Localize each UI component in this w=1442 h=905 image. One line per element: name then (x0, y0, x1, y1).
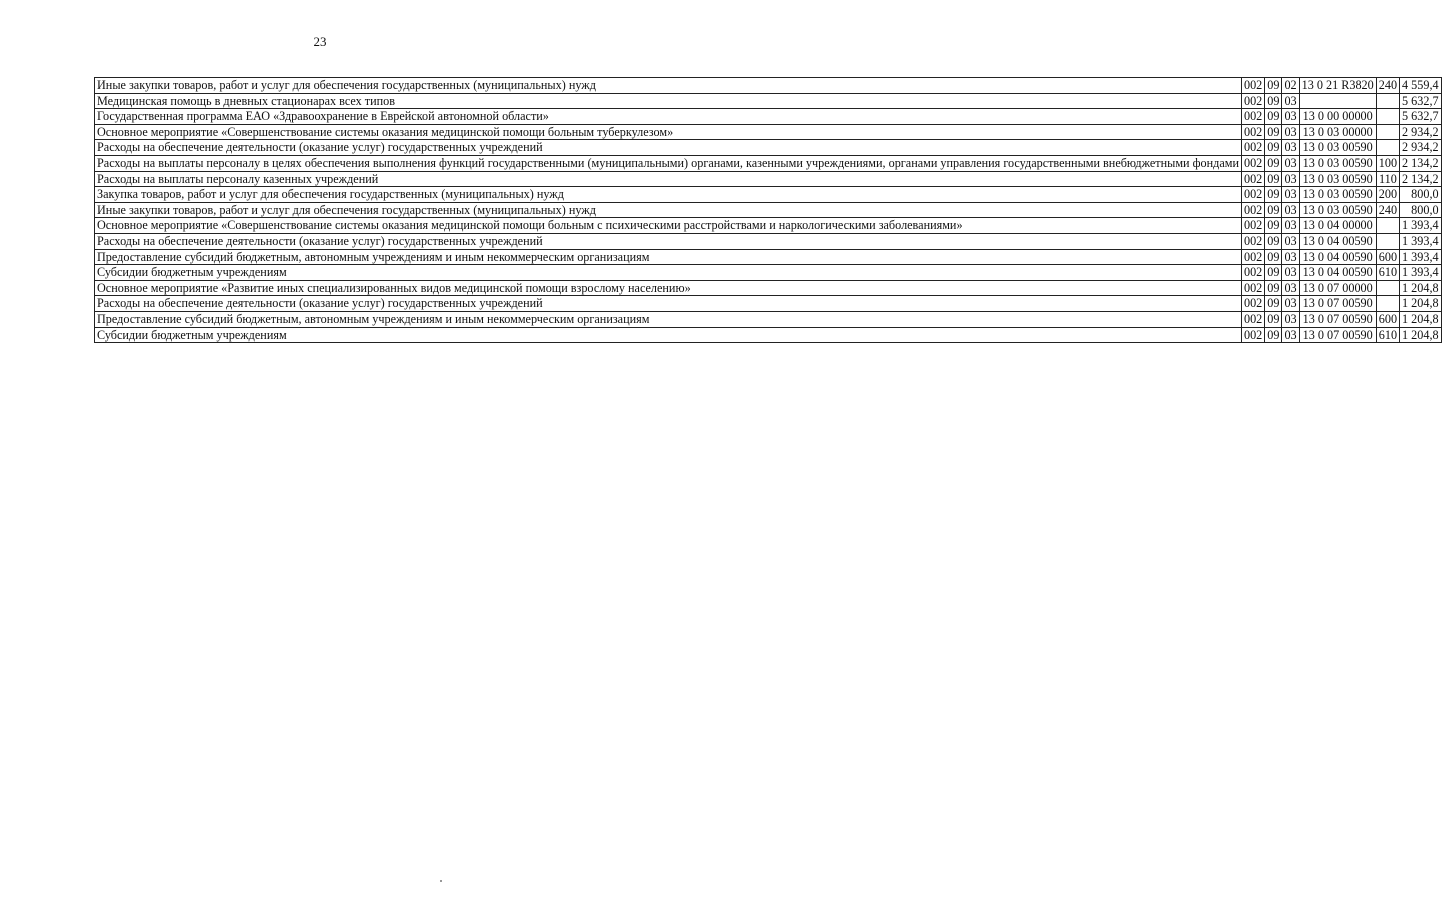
cell-gr: 002 (1241, 218, 1264, 234)
cell-rz: 09 (1265, 327, 1282, 343)
cell-gr: 002 (1241, 124, 1264, 140)
table-row (95, 327, 1442, 343)
cell-name: Основное мероприятие «Совершенствование системы оказания медицинской помощи больным с психическими расстройствами и наркологическими заболеваниями» (95, 218, 1242, 234)
cell-name: Основное мероприятие «Совершенствование системы оказания медицинской помощи больным туберкулезом» (95, 124, 1242, 140)
cell-csr (1299, 93, 1376, 109)
cell-vr (1376, 124, 1399, 140)
cell-rz: 09 (1265, 265, 1282, 281)
cell-gr: 002 (1241, 202, 1264, 218)
cell-pr: 03 (1282, 124, 1299, 140)
table-row (95, 78, 1442, 94)
cell-amount: 1 393,4 (1400, 218, 1442, 234)
cell-csr: 13 0 04 00590 (1299, 249, 1376, 265)
cell-csr: 13 0 07 00590 (1299, 327, 1376, 343)
cell-amount: 2 934,2 (1400, 140, 1442, 156)
cell-csr: 13 0 03 00590 (1299, 202, 1376, 218)
cell-amount: 5 632,7 (1400, 93, 1442, 109)
cell-amount: 1 204,8 (1400, 280, 1442, 296)
cell-pr: 03 (1282, 218, 1299, 234)
cell-gr: 002 (1241, 140, 1264, 156)
cell-csr: 13 0 07 00000 (1299, 280, 1376, 296)
cell-vr: 610 (1376, 327, 1399, 343)
cell-name: Закупка товаров, работ и услуг для обеспечения государственных (муниципальных) нужд (95, 187, 1242, 203)
cell-rz: 09 (1265, 218, 1282, 234)
cell-gr: 002 (1241, 296, 1264, 312)
cell-csr: 13 0 03 00590 (1299, 140, 1376, 156)
cell-gr: 002 (1241, 233, 1264, 249)
cell-gr: 002 (1241, 265, 1264, 281)
cell-vr (1376, 140, 1399, 156)
cell-pr: 03 (1282, 109, 1299, 125)
cell-amount: 1 204,8 (1400, 296, 1442, 312)
cell-csr: 13 0 03 00000 (1299, 124, 1376, 140)
cell-vr (1376, 218, 1399, 234)
cell-amount: 800,0 (1400, 187, 1442, 203)
cell-name: Расходы на обеспечение деятельности (оказание услуг) государственных учреждений (95, 140, 1242, 156)
table-row (95, 202, 1442, 218)
cell-vr (1376, 296, 1399, 312)
cell-rz: 09 (1265, 311, 1282, 327)
cell-gr: 002 (1241, 171, 1264, 187)
cell-gr: 002 (1241, 327, 1264, 343)
cell-name: Государственная программа ЕАО «Здравоохранение в Еврейской автономной области» (95, 109, 1242, 125)
cell-rz: 09 (1265, 109, 1282, 125)
cell-pr: 03 (1282, 249, 1299, 265)
cell-amount: 800,0 (1400, 202, 1442, 218)
cell-rz: 09 (1265, 140, 1282, 156)
cell-pr: 03 (1282, 187, 1299, 203)
cell-pr: 03 (1282, 202, 1299, 218)
cell-name: Основное мероприятие «Развитие иных специализированных видов медицинской помощи взрослому населению» (95, 280, 1242, 296)
cell-rz: 09 (1265, 296, 1282, 312)
cell-amount: 5 632,7 (1400, 109, 1442, 125)
cell-pr: 03 (1282, 93, 1299, 109)
cell-gr: 002 (1241, 280, 1264, 296)
table-row (95, 249, 1442, 265)
cell-amount: 2 134,2 (1400, 171, 1442, 187)
table-row (95, 155, 1442, 171)
cell-name: Субсидии бюджетным учреждениям (95, 265, 1242, 281)
cell-csr: 13 0 03 00590 (1299, 171, 1376, 187)
cell-vr (1376, 233, 1399, 249)
table-row (95, 124, 1442, 140)
cell-csr: 13 0 03 00590 (1299, 155, 1376, 171)
cell-gr: 002 (1241, 93, 1264, 109)
cell-gr: 002 (1241, 311, 1264, 327)
cell-pr: 02 (1282, 78, 1299, 94)
page-number: 23 (313, 34, 327, 49)
cell-amount: 1 393,4 (1400, 265, 1442, 281)
cell-name: Субсидии бюджетным учреждениям (95, 327, 1242, 343)
cell-rz: 09 (1265, 202, 1282, 218)
cell-rz: 09 (1265, 124, 1282, 140)
cell-pr: 03 (1282, 265, 1299, 281)
cell-name: Предоставление субсидий бюджетным, автономным учреждениям и иным некоммерческим организациям (95, 311, 1242, 327)
cell-name: Иные закупки товаров, работ и услуг для обеспечения государственных (муниципальных) нужд (95, 202, 1242, 218)
cell-name: Расходы на обеспечение деятельности (оказание услуг) государственных учреждений (95, 296, 1242, 312)
cell-csr: 13 0 04 00000 (1299, 218, 1376, 234)
table-row (95, 296, 1442, 312)
table-row (95, 171, 1442, 187)
cell-amount: 1 204,8 (1400, 327, 1442, 343)
cell-csr: 13 0 00 00000 (1299, 109, 1376, 125)
table-row (95, 187, 1442, 203)
table-row (95, 93, 1442, 109)
cell-rz: 09 (1265, 93, 1282, 109)
cell-amount: 1 204,8 (1400, 311, 1442, 327)
cell-pr: 03 (1282, 311, 1299, 327)
cell-name: Медицинская помощь в дневных стационарах всех типов (95, 93, 1242, 109)
cell-rz: 09 (1265, 78, 1282, 94)
cell-amount: 2 134,2 (1400, 155, 1442, 171)
table-row (95, 280, 1442, 296)
table-row (95, 140, 1442, 156)
cell-gr: 002 (1241, 78, 1264, 94)
cell-rz: 09 (1265, 280, 1282, 296)
cell-vr: 100 (1376, 155, 1399, 171)
cell-rz: 09 (1265, 187, 1282, 203)
cell-csr: 13 0 07 00590 (1299, 296, 1376, 312)
cell-rz: 09 (1265, 249, 1282, 265)
cell-csr: 13 0 21 R3820 (1299, 78, 1376, 94)
cell-pr: 03 (1282, 296, 1299, 312)
table-row (95, 311, 1442, 327)
table-row (95, 265, 1442, 281)
cell-vr: 600 (1376, 249, 1399, 265)
cell-vr: 610 (1376, 265, 1399, 281)
cell-pr: 03 (1282, 171, 1299, 187)
cell-pr: 03 (1282, 327, 1299, 343)
cell-csr: 13 0 03 00590 (1299, 187, 1376, 203)
cell-vr (1376, 109, 1399, 125)
cell-vr (1376, 280, 1399, 296)
cell-vr: 240 (1376, 78, 1399, 94)
budget-table (94, 77, 1442, 343)
cell-amount: 1 393,4 (1400, 249, 1442, 265)
table-row (95, 218, 1442, 234)
cell-rz: 09 (1265, 155, 1282, 171)
cell-gr: 002 (1241, 187, 1264, 203)
table-row (95, 233, 1442, 249)
table-row (95, 109, 1442, 125)
cell-name: Расходы на обеспечение деятельности (оказание услуг) государственных учреждений (95, 233, 1242, 249)
cell-pr: 03 (1282, 280, 1299, 296)
cell-csr: 13 0 07 00590 (1299, 311, 1376, 327)
cell-gr: 002 (1241, 109, 1264, 125)
cell-amount: 2 934,2 (1400, 124, 1442, 140)
cell-pr: 03 (1282, 140, 1299, 156)
cell-vr: 110 (1376, 171, 1399, 187)
cell-amount: 1 393,4 (1400, 233, 1442, 249)
cell-rz: 09 (1265, 233, 1282, 249)
cell-vr (1376, 93, 1399, 109)
cell-rz: 09 (1265, 171, 1282, 187)
cell-vr: 240 (1376, 202, 1399, 218)
cell-name: Расходы на выплаты персоналу казенных учреждений (95, 171, 1242, 187)
cell-csr: 13 0 04 00590 (1299, 265, 1376, 281)
cell-pr: 03 (1282, 155, 1299, 171)
cell-amount: 4 559,4 (1400, 78, 1442, 94)
cell-vr: 200 (1376, 187, 1399, 203)
table-body (95, 78, 1442, 343)
cell-csr: 13 0 04 00590 (1299, 233, 1376, 249)
cell-vr: 600 (1376, 311, 1399, 327)
cell-gr: 002 (1241, 155, 1264, 171)
cell-gr: 002 (1241, 249, 1264, 265)
cell-name: Расходы на выплаты персоналу в целях обеспечения выполнения функций государственными (муниципальными) органами, казенными учреждениями, органами управления государственными внебюджетными фондами (95, 155, 1242, 171)
cell-name: Предоставление субсидий бюджетным, автономным учреждениям и иным некоммерческим организациям (95, 249, 1242, 265)
scan-speck (440, 880, 442, 882)
cell-pr: 03 (1282, 233, 1299, 249)
cell-name: Иные закупки товаров, работ и услуг для обеспечения государственных (муниципальных) нужд (95, 78, 1242, 94)
